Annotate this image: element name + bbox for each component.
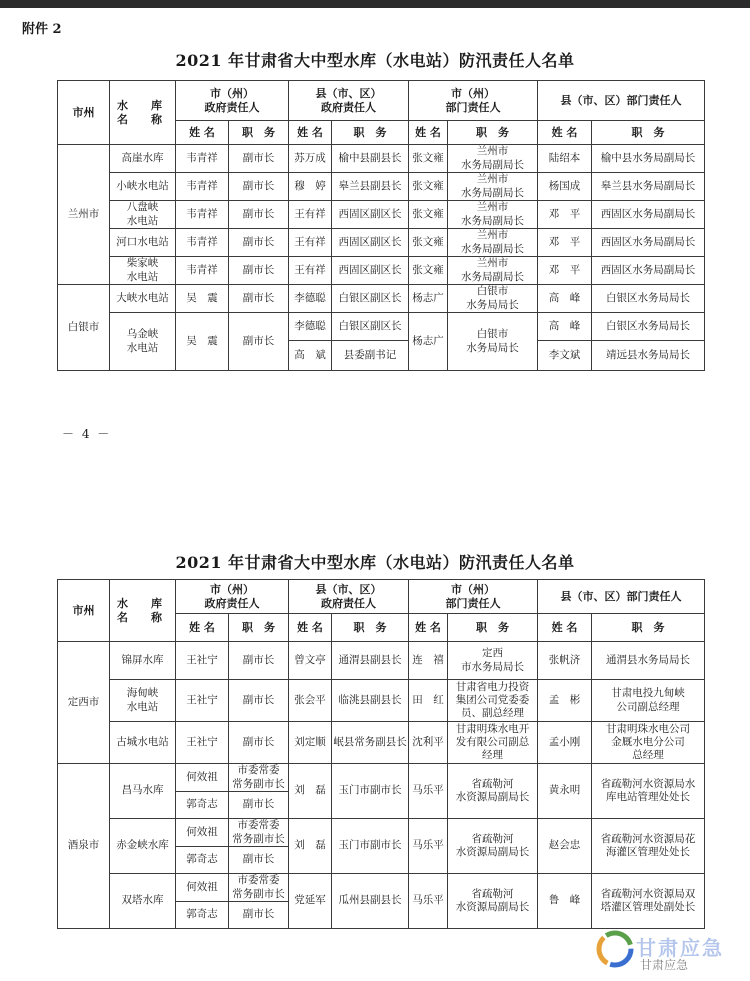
name-cell: 曾文亭 bbox=[289, 642, 332, 680]
post-cell: 副市长 bbox=[229, 722, 289, 764]
city-cell: 酒泉市 bbox=[58, 764, 110, 929]
post-cell: 省疏勒河水资源局水 库电站管理处处长 bbox=[592, 764, 705, 819]
reservoir-cell: 高崖水库 bbox=[110, 145, 176, 173]
name-cell: 王有祥 bbox=[289, 257, 332, 285]
name-cell: 王有祥 bbox=[289, 201, 332, 229]
table-body bbox=[58, 145, 705, 371]
post-cell: 岷县常务副县长 bbox=[332, 722, 409, 764]
header-name: 姓 名 bbox=[409, 121, 448, 145]
post-cell: 兰州市 水务局副局长 bbox=[448, 229, 538, 257]
table-row bbox=[58, 722, 705, 764]
name-cell: 孟小刚 bbox=[538, 722, 592, 764]
name-cell: 马乐平 bbox=[409, 874, 448, 929]
post-cell: 西固区副区长 bbox=[332, 201, 409, 229]
name-cell: 邓 平 bbox=[538, 257, 592, 285]
name-cell: 鲁 峰 bbox=[538, 874, 592, 929]
post-cell: 白银市 水务局局长 bbox=[448, 313, 538, 371]
header-name: 姓 名 bbox=[176, 614, 229, 642]
header-post: 职 务 bbox=[448, 121, 538, 145]
header-county-gov: 县（市、区） 政府责任人 bbox=[289, 81, 409, 121]
reservoir-cell: 双塔水库 bbox=[110, 874, 176, 929]
post-cell: 西固区副区长 bbox=[332, 257, 409, 285]
header-reservoir: 水 库 名 称 bbox=[110, 580, 176, 642]
post-cell: 副市长 bbox=[229, 847, 289, 874]
post-cell: 通渭县副县长 bbox=[332, 642, 409, 680]
reservoir-cell: 锦屏水库 bbox=[110, 642, 176, 680]
name-cell: 吴 震 bbox=[176, 313, 229, 371]
post-cell: 兰州市 水务局副局长 bbox=[448, 145, 538, 173]
document-title: 2021 年甘肃省大中型水库（水电站）防汛责任人名单 bbox=[175, 553, 575, 572]
post-cell: 白银区副区长 bbox=[332, 285, 409, 313]
name-cell: 李德聪 bbox=[289, 285, 332, 313]
post-cell: 西固区水务局副局长 bbox=[592, 201, 705, 229]
post-cell: 皋兰县水务局副局长 bbox=[592, 173, 705, 201]
post-cell: 通渭县水务局局长 bbox=[592, 642, 705, 680]
post-cell: 兰州市 水务局副局长 bbox=[448, 201, 538, 229]
name-cell: 李文斌 bbox=[538, 341, 592, 371]
name-cell: 何效祖 bbox=[176, 874, 229, 902]
name-cell: 刘 磊 bbox=[289, 764, 332, 819]
header-post: 职 务 bbox=[229, 614, 289, 642]
name-cell: 赵会忠 bbox=[538, 819, 592, 874]
header-city-dept: 市（州） 部门责任人 bbox=[409, 580, 538, 614]
city-cell: 定西市 bbox=[58, 642, 110, 764]
name-cell: 张文雍 bbox=[409, 229, 448, 257]
name-cell: 张会平 bbox=[289, 680, 332, 722]
name-cell: 张文雍 bbox=[409, 257, 448, 285]
watermark-title: 甘肃应急 bbox=[636, 936, 724, 960]
post-cell: 副市长 bbox=[229, 201, 289, 229]
name-cell: 苏万成 bbox=[289, 145, 332, 173]
reservoir-cell: 大峡水电站 bbox=[110, 285, 176, 313]
post-cell: 甘肃明珠水电开 发有限公司副总 经理 bbox=[448, 722, 538, 764]
name-cell: 高 峰 bbox=[538, 285, 592, 313]
reservoir-cell: 赤金峡水库 bbox=[110, 819, 176, 874]
header-reservoir: 水 库 名 称 bbox=[110, 81, 176, 145]
name-cell: 马乐平 bbox=[409, 764, 448, 819]
reservoir-cell: 小峡水电站 bbox=[110, 173, 176, 201]
table-row bbox=[58, 229, 705, 257]
name-cell: 何效祖 bbox=[176, 819, 229, 847]
post-cell: 市委常委 常务副市长 bbox=[229, 874, 289, 902]
post-cell: 靖远县水务局局长 bbox=[592, 341, 705, 371]
post-cell: 副市长 bbox=[229, 229, 289, 257]
header-city-gov: 市（州） 政府责任人 bbox=[176, 580, 289, 614]
header-city: 市州 bbox=[58, 580, 110, 642]
header-county-gov: 县（市、区） 政府责任人 bbox=[289, 580, 409, 614]
name-cell: 韦青祥 bbox=[176, 229, 229, 257]
city-cell: 兰州市 bbox=[58, 145, 110, 285]
post-cell: 白银市 水务局局长 bbox=[448, 285, 538, 313]
table-row bbox=[58, 764, 705, 792]
post-cell: 省疏勒河 水资源局副局长 bbox=[448, 819, 538, 874]
post-cell: 玉门市副市长 bbox=[332, 819, 409, 874]
name-cell: 张文雍 bbox=[409, 173, 448, 201]
name-cell: 党延军 bbox=[289, 874, 332, 929]
post-cell: 副市长 bbox=[229, 902, 289, 929]
name-cell: 邓 平 bbox=[538, 201, 592, 229]
header-name: 姓 名 bbox=[289, 614, 332, 642]
post-cell: 白银区水务局局长 bbox=[592, 313, 705, 341]
name-cell: 马乐平 bbox=[409, 819, 448, 874]
header-name: 姓 名 bbox=[538, 614, 592, 642]
header-post: 职 务 bbox=[332, 614, 409, 642]
name-cell: 王社宁 bbox=[176, 642, 229, 680]
post-cell: 定西 市水务局局长 bbox=[448, 642, 538, 680]
table-body bbox=[58, 642, 705, 929]
name-cell: 刘 磊 bbox=[289, 819, 332, 874]
post-cell: 兰州市 水务局副局长 bbox=[448, 173, 538, 201]
name-cell: 郭奇志 bbox=[176, 792, 229, 819]
header-city-dept: 市（州） 部门责任人 bbox=[409, 81, 538, 121]
header-county-dept: 县（市、区）部门责任人 bbox=[538, 580, 705, 614]
post-cell: 副市长 bbox=[229, 145, 289, 173]
post-cell: 西固区水务局副局长 bbox=[592, 229, 705, 257]
table-row bbox=[58, 285, 705, 313]
table-row bbox=[58, 145, 705, 173]
post-cell: 副市长 bbox=[229, 680, 289, 722]
post-cell: 西固区副区长 bbox=[332, 229, 409, 257]
name-cell: 杨志广 bbox=[409, 285, 448, 313]
table-row bbox=[58, 313, 705, 341]
post-cell: 市委常委 常务副市长 bbox=[229, 819, 289, 847]
name-cell: 郭奇志 bbox=[176, 902, 229, 929]
name-cell: 张文雍 bbox=[409, 201, 448, 229]
name-cell: 王社宁 bbox=[176, 722, 229, 764]
header-post: 职 务 bbox=[229, 121, 289, 145]
post-cell: 玉门市副市长 bbox=[332, 764, 409, 819]
header-city: 市州 bbox=[58, 81, 110, 145]
name-cell: 陆绍本 bbox=[538, 145, 592, 173]
post-cell: 省疏勒河水资源局花 海灌区管理处处长 bbox=[592, 819, 705, 874]
city-cell: 白银市 bbox=[58, 285, 110, 371]
name-cell: 高 峰 bbox=[538, 313, 592, 341]
name-cell: 韦青祥 bbox=[176, 257, 229, 285]
roster-table-2 bbox=[57, 579, 705, 929]
post-cell: 副市长 bbox=[229, 313, 289, 371]
post-cell: 副市长 bbox=[229, 257, 289, 285]
name-cell: 吴 震 bbox=[176, 285, 229, 313]
post-cell: 瓜州县副县长 bbox=[332, 874, 409, 929]
watermark bbox=[596, 926, 746, 976]
header-post: 职 务 bbox=[592, 614, 705, 642]
header-county-dept: 县（市、区）部门责任人 bbox=[538, 81, 705, 121]
header-name: 姓 名 bbox=[409, 614, 448, 642]
post-cell: 临洮县副县长 bbox=[332, 680, 409, 722]
post-cell: 省疏勒河 水资源局副局长 bbox=[448, 764, 538, 819]
post-cell: 甘肃电投九甸峡 公司副总经理 bbox=[592, 680, 705, 722]
table-row bbox=[58, 201, 705, 229]
header-name: 姓 名 bbox=[538, 121, 592, 145]
post-cell: 甘肃明珠水电公司 金厩水电分公司 总经理 bbox=[592, 722, 705, 764]
page-number: － 4 － bbox=[62, 427, 112, 441]
name-cell: 沈利平 bbox=[409, 722, 448, 764]
post-cell: 皋兰县副县长 bbox=[332, 173, 409, 201]
name-cell: 郭奇志 bbox=[176, 847, 229, 874]
name-cell: 韦青祥 bbox=[176, 173, 229, 201]
name-cell: 孟 彬 bbox=[538, 680, 592, 722]
reservoir-cell: 柴家峡 水电站 bbox=[110, 257, 176, 285]
reservoir-cell: 乌金峡 水电站 bbox=[110, 313, 176, 371]
name-cell: 刘定顺 bbox=[289, 722, 332, 764]
post-cell: 榆中县水务局副局长 bbox=[592, 145, 705, 173]
reservoir-cell: 八盘峡 水电站 bbox=[110, 201, 176, 229]
name-cell: 连 禧 bbox=[409, 642, 448, 680]
table-row bbox=[58, 173, 705, 201]
header-post: 职 务 bbox=[448, 614, 538, 642]
name-cell: 张帆济 bbox=[538, 642, 592, 680]
post-cell: 副市长 bbox=[229, 792, 289, 819]
post-cell: 省疏勒河水资源局双 塔灌区管理处副处长 bbox=[592, 874, 705, 929]
attachment-label: 附件 2 bbox=[22, 22, 62, 37]
post-cell: 副市长 bbox=[229, 173, 289, 201]
header-name: 姓 名 bbox=[176, 121, 229, 145]
table-row bbox=[58, 819, 705, 847]
header-post: 职 务 bbox=[332, 121, 409, 145]
name-cell: 王有祥 bbox=[289, 229, 332, 257]
name-cell: 李德聪 bbox=[289, 313, 332, 341]
table-header bbox=[58, 81, 705, 145]
name-cell: 韦青祥 bbox=[176, 201, 229, 229]
roster-table-1 bbox=[57, 80, 705, 371]
name-cell: 黄永明 bbox=[538, 764, 592, 819]
post-cell: 县委副书记 bbox=[332, 341, 409, 371]
post-cell: 兰州市 水务局副局长 bbox=[448, 257, 538, 285]
name-cell: 王社宁 bbox=[176, 680, 229, 722]
post-cell: 西固区水务局副局长 bbox=[592, 257, 705, 285]
post-cell: 省疏勒河 水资源局副局长 bbox=[448, 874, 538, 929]
header-post: 职 务 bbox=[592, 121, 705, 145]
table-row bbox=[58, 680, 705, 722]
post-cell: 副市长 bbox=[229, 285, 289, 313]
watermark-logo-icon bbox=[596, 930, 634, 968]
document-title: 2021 年甘肃省大中型水库（水电站）防汛责任人名单 bbox=[175, 51, 575, 70]
name-cell: 邓 平 bbox=[538, 229, 592, 257]
top-bar bbox=[0, 0, 750, 8]
post-cell: 榆中县副县长 bbox=[332, 145, 409, 173]
reservoir-cell: 海甸峡 水电站 bbox=[110, 680, 176, 722]
name-cell: 何效祖 bbox=[176, 764, 229, 792]
table-header bbox=[58, 580, 705, 642]
header-city-gov: 市（州） 政府责任人 bbox=[176, 81, 289, 121]
post-cell: 白银区副区长 bbox=[332, 313, 409, 341]
name-cell: 杨志广 bbox=[409, 313, 448, 371]
name-cell: 张文雍 bbox=[409, 145, 448, 173]
name-cell: 高 斌 bbox=[289, 341, 332, 371]
table-row bbox=[58, 874, 705, 902]
post-cell: 副市长 bbox=[229, 642, 289, 680]
reservoir-cell: 河口水电站 bbox=[110, 229, 176, 257]
name-cell: 韦青祥 bbox=[176, 145, 229, 173]
name-cell: 杨国成 bbox=[538, 173, 592, 201]
post-cell: 白银区水务局局长 bbox=[592, 285, 705, 313]
name-cell: 穆 婷 bbox=[289, 173, 332, 201]
name-cell: 田 红 bbox=[409, 680, 448, 722]
post-cell: 市委常委 常务副市长 bbox=[229, 764, 289, 792]
header-name: 姓 名 bbox=[289, 121, 332, 145]
reservoir-cell: 昌马水库 bbox=[110, 764, 176, 819]
post-cell: 甘肃省电力投资 集团公司党委委 员、副总经理 bbox=[448, 680, 538, 722]
table-row bbox=[58, 257, 705, 285]
watermark-subtitle: 甘肃应急 bbox=[640, 958, 689, 972]
table-row bbox=[58, 642, 705, 680]
reservoir-cell: 古城水电站 bbox=[110, 722, 176, 764]
